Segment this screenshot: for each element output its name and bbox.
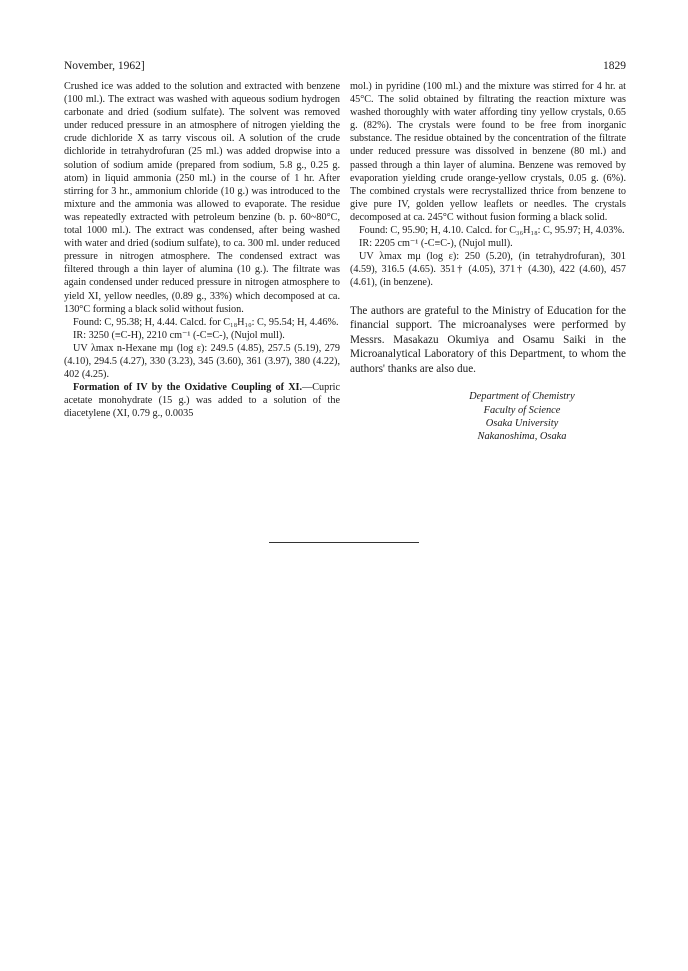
header-date: November, 1962] xyxy=(64,60,145,72)
acknowledgement: The authors are grateful to the Ministry of Education for the financial support. The microanalyses were performed by Messrs. Masakazu Okumiya and Osamu Saiki in the Microanalytical Laboratory of this Department, to whom the authors' thanks are also due. xyxy=(350,304,626,375)
affiliation-block xyxy=(350,390,626,443)
affiliation-line: Faculty of Science xyxy=(483,404,561,416)
formation-body: —Cupric acetate monohydrate (15 g.) was added to a solution of the diacetylene (XI, 0.79 g., 0.0035 xyxy=(64,382,340,420)
paragraph-uv-iv: UV λmax mμ (log ε): 250 (5.20), (in tetrahydrofuran), 301 (4.59), 316.5 (4.65). 351† (4.05), 371† (4.30), 422 (4.60), 457 (4.61), (in benzene). xyxy=(350,251,626,289)
formation-heading: Formation of IV by the Oxidative Coupling of XI. xyxy=(73,382,303,394)
paragraph-analysis-iv: Found: C, 95.90; H, 4.10. Calcd. for C₃₆H₁₈: C, 95.97; H, 4.03%. xyxy=(359,225,625,237)
paragraph-ir-iv: IR: 2205 cm⁻¹ (-C≡C-), (Nujol mull). xyxy=(359,238,513,250)
page-number: 1829 xyxy=(603,60,626,72)
affiliation-line: Department of Chemistry xyxy=(469,391,575,403)
affiliation-line: Nakanoshima, Osaka xyxy=(477,431,567,443)
right-column xyxy=(350,80,626,443)
paragraph-uv: UV λmax n-Hexane mμ (log ε): 249.5 (4.85), 257.5 (5.19), 279 (4.10), 294.5 (4.27), 330 (3.23), 345 (3.60), 361 (3.97), 380 (4.22), 402 (4.25). xyxy=(64,342,340,381)
paragraph-analysis: Found: C, 95.38; H, 4.44. Calcd. for C₁₈H₁₀: C, 95.54; H, 4.46%. xyxy=(73,316,339,328)
paragraph-formation xyxy=(64,381,340,420)
left-column xyxy=(64,80,340,420)
end-rule xyxy=(269,542,419,543)
running-header xyxy=(64,60,626,76)
paragraph-continuation: mol.) in pyridine (100 ml.) and the mixture was stirred for 4 hr. at 45°C. The solid obtained by filtrating the reaction mixture was washed thoroughly with water affording tiny yellow crystals, 0.65 g. (82%). The crystals were found to be free from inorganic substance. The residue obtained by the concentration of the filtrate under reduced pressure was dissolved in benzene (80 ml.) and passed through a thin layer of alumina. Benzene was removed by evaporation yielding crude orange-yellow crystals, 0.05 g. (6%). The combined crystals were recrystallized thrice from benzene to give pure IV, golden yellow leaflets or needles. The crystals decomposed at ca. 245°C without fusion forming a black solid. xyxy=(350,81,626,223)
paragraph-ir: IR: 3250 (≡C-H), 2210 cm⁻¹ (-C≡C-), (Nujol mull). xyxy=(73,329,285,341)
affiliation-line: Osaka University xyxy=(485,417,559,429)
paragraph-procedure: Crushed ice was added to the solution and extracted with benzene (100 ml.). The extract was washed with aqueous sodium hydrogen carbonate and dried (sodium sulfate). The solvent was removed under reduced pressure in an atmosphere of nitrogen yielding the crude dichloride X as tarry viscous oil. A solution of the crude dichloride in tetrahydrofuran (25 ml.) was added dropwise into a solution of sodium amide (prepared from sodium, 5.8 g., 0.25 g. atom) in liquid ammonia (250 ml.) in the course of 1 hr. After stirring for 3 hr., ammonium chloride (10 g.) was introduced to the mixture and the ammonia was allowed to evaporate. The residue was repeatedly extracted with petroleum benzine (b. p. 60~80°C, total 1000 ml.). The extract was condensed, after being washed with water and dried (sodium sulfate), to ca. 300 ml. under reduced pressure in nitrogen atmosphere. The condensed extract was filtered through a thin layer of alumina (10 g.). The filtrate was again condensed under reduced pressure in nitrogen atmosphere to yield XI, yellow needles, (0.89 g., 33%) which decomposed at ca. 130°C forming a black solid without fusion. xyxy=(64,81,340,315)
